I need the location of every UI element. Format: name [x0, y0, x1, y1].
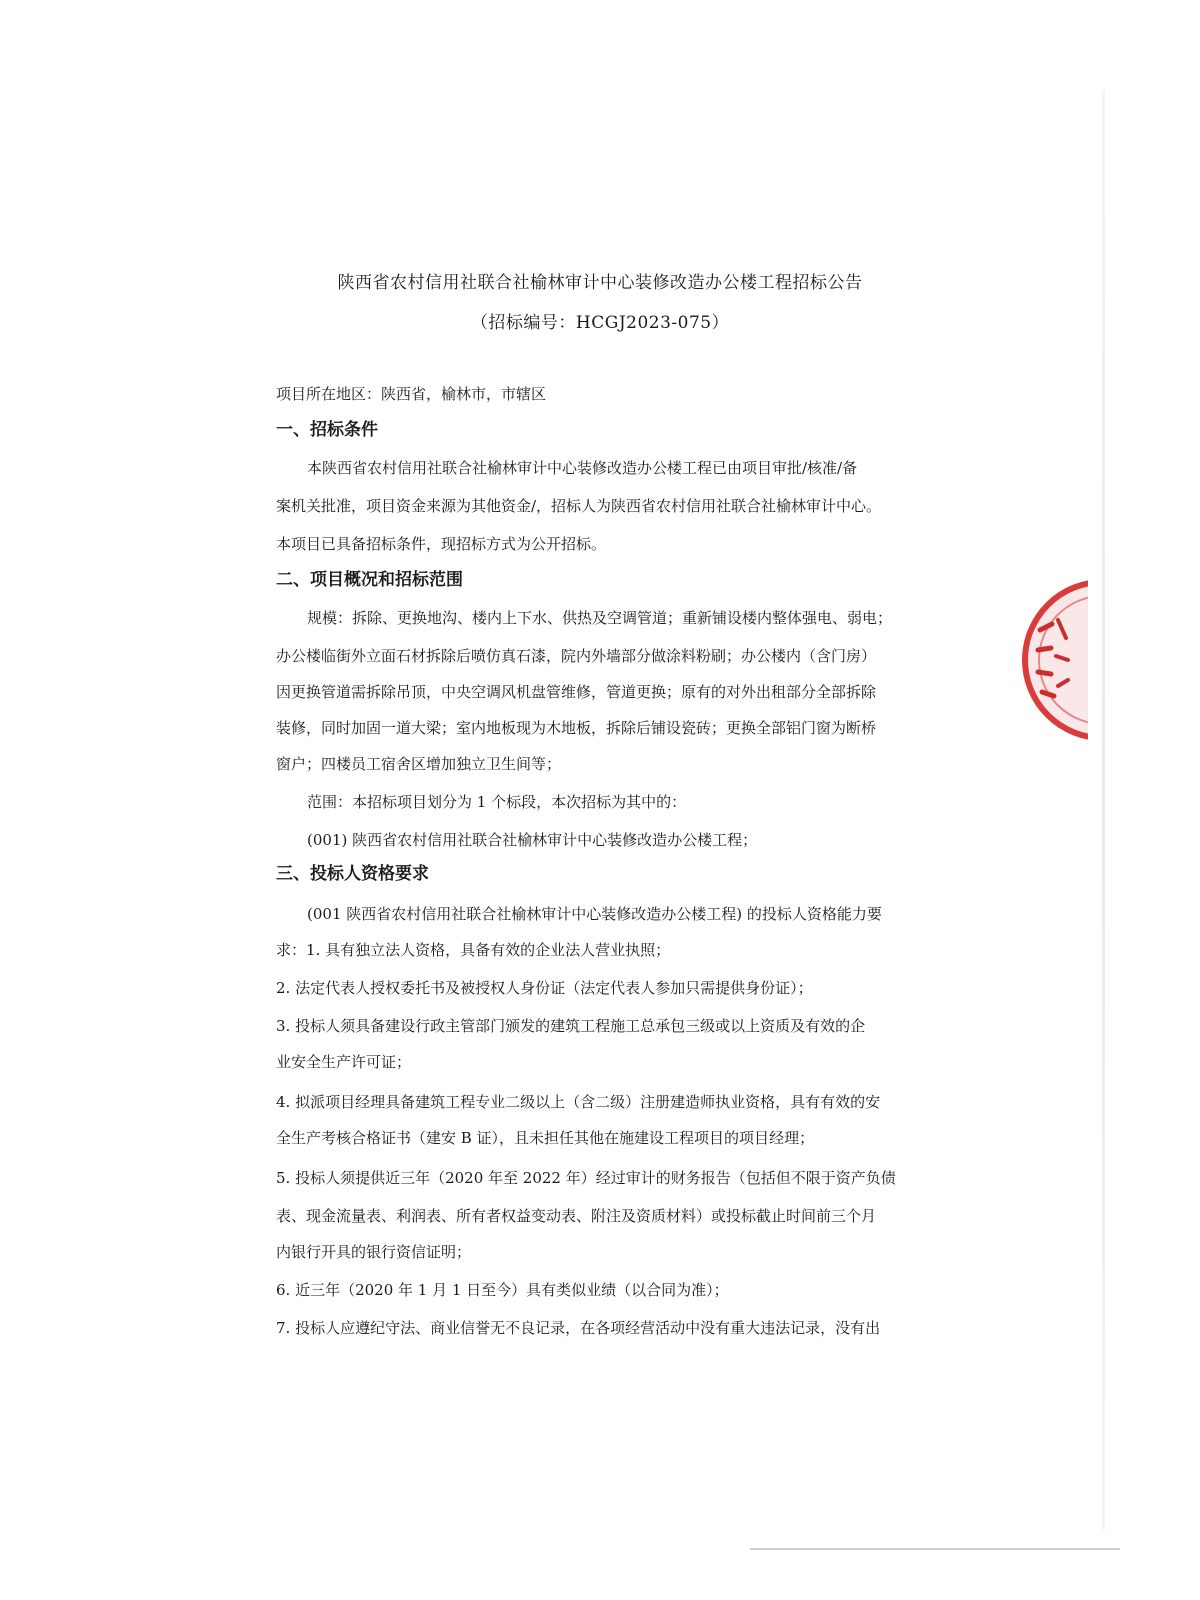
section-heading-1: 一、招标条件 — [276, 420, 378, 440]
section3-line: 表、现金流量表、利润表、所有者权益变动表、附注及资质材料）或投标截止时间前三个月 — [276, 1207, 877, 1225]
section2-line: (001) 陕西省农村信用社联合社榆林审计中心装修改造办公楼工程； — [307, 831, 758, 849]
seal-icon — [1018, 560, 1088, 760]
section-heading-3: 三、投标人资格要求 — [276, 864, 429, 884]
section3-line: 4. 拟派项目经理具备建筑工程专业二级以上（含二级）注册建造师执业资格，具有有效的安 — [276, 1093, 881, 1111]
project-location: 项目所在地区：陕西省，榆林市，市辖区 — [276, 385, 547, 403]
section3-line: 业安全生产许可证； — [276, 1053, 412, 1071]
section1-line: 本陕西省农村信用社联合社榆林审计中心装修改造办公楼工程已由项目审批/核准/备 — [307, 459, 858, 477]
scan-edge — [1102, 90, 1105, 1530]
scan-edge-bottom — [750, 1548, 1120, 1550]
section2-line: 范围：本招标项目划分为 1 个标段，本次招标为其中的： — [307, 793, 687, 811]
section-heading-2: 二、项目概况和招标范围 — [276, 570, 463, 590]
section2-line: 办公楼临街外立面石材拆除后喷仿真石漆，院内外墙部分做涂料粉刷；办公楼内（含门房） — [276, 647, 877, 665]
section1-line: 本项目已具备招标条件，现招标方式为公开招标。 — [276, 535, 607, 553]
company-seal — [1018, 560, 1088, 760]
section3-line: 内银行开具的银行资信证明； — [276, 1243, 472, 1261]
section3-line: 3. 投标人须具备建设行政主管部门颁发的建筑工程施工总承包三级或以上资质及有效的企 — [276, 1017, 866, 1035]
document-title: 陕西省农村信用社联合社榆林审计中心装修改造办公楼工程招标公告 — [337, 273, 863, 293]
section3-line: 6. 近三年（2020 年 1 月 1 日至今）具有类似业绩（以合同为准）； — [276, 1281, 729, 1299]
section2-line: 规模：拆除、更换地沟、楼内上下水、供热及空调管道；重新铺设楼内整体强电、弱电； — [307, 609, 893, 627]
section3-line: 5. 投标人须提供近三年（2020 年至 2022 年）经过审计的财务报告（包括但不限于资产负债 — [276, 1169, 896, 1187]
section3-line: 2. 法定代表人授权委托书及被授权人身份证（法定代表人参加只需提供身份证）； — [276, 979, 813, 997]
document-subtitle: （招标编号：HCGJ2023-075） — [470, 313, 730, 333]
section3-line: (001 陕西省农村信用社联合社榆林审计中心装修改造办公楼工程) 的投标人资格能力要 — [307, 905, 882, 923]
section2-line: 窗户；四楼员工宿舍区增加独立卫生间等； — [276, 755, 562, 773]
section3-line: 7. 投标人应遵纪守法、商业信誉无不良记录，在各项经营活动中没有重大违法记录，没有出 — [276, 1319, 881, 1337]
section1-line: 案机关批准，项目资金来源为其他资金/，招标人为陕西省农村信用社联合社榆林审计中心。 — [276, 497, 882, 515]
section2-line: 装修，同时加固一道大梁；室内地板现为木地板，拆除后铺设瓷砖；更换全部铝门窗为断桥 — [276, 719, 877, 737]
section3-line: 求：1. 具有独立法人资格，具备有效的企业法人营业执照； — [276, 941, 671, 959]
section2-line: 因更换管道需拆除吊顶，中央空调风机盘管维修，管道更换；原有的对外出租部分全部拆除 — [276, 683, 877, 701]
section3-line: 全生产考核合格证书（建安 B 证），且未担任其他在施建设工程项目的项目经理； — [276, 1129, 815, 1147]
